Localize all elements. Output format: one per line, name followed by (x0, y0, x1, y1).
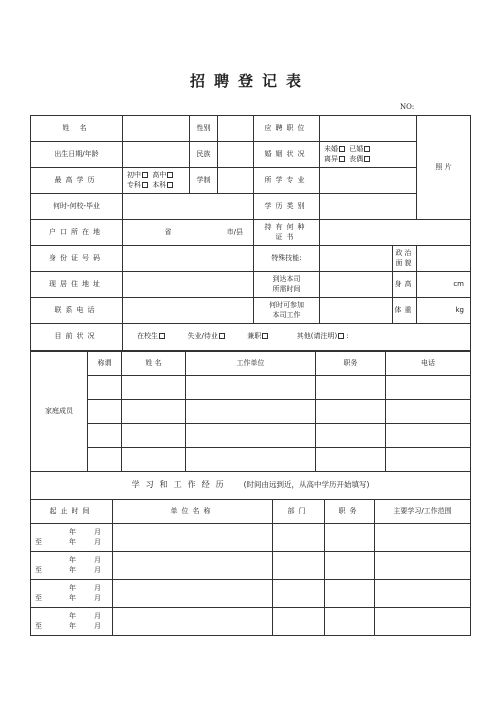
skills-field[interactable] (320, 246, 393, 272)
table-row (31, 400, 471, 424)
address-label: 现居住地址 (31, 272, 123, 298)
form-number-label: NO: (400, 103, 415, 111)
contact-field[interactable] (123, 298, 254, 324)
table-row (31, 448, 471, 472)
id-label: 身份证号码 (31, 246, 123, 272)
gender-label: 性别 (190, 116, 218, 142)
family-header-relation: 称谓 (88, 352, 122, 376)
schooling-field[interactable] (218, 168, 254, 194)
ethnicity-label: 民族 (190, 142, 218, 168)
edu-college-checkbox[interactable] (142, 182, 148, 188)
status-unemployed-label: 失业/待业 (187, 332, 218, 341)
table-row (31, 552, 471, 580)
weight-unit: kg (455, 305, 464, 314)
join-field[interactable] (320, 298, 393, 324)
school-time-field[interactable] (123, 194, 254, 220)
height-unit: cm (453, 279, 464, 288)
history-section-title: 学习和工作经历 (时间由远到近，从高中学历开始填写) (31, 472, 471, 500)
history-header-title: 职务 (325, 500, 375, 524)
family-table (30, 351, 471, 472)
education-label: 最高学历 (31, 168, 123, 194)
birth-field[interactable] (123, 142, 190, 168)
arrival-field[interactable] (320, 272, 393, 298)
status-parttime-label: 兼职 (247, 332, 262, 341)
marital-options (320, 142, 417, 168)
major-field[interactable] (320, 168, 417, 194)
history-header-employer: 单位名称 (113, 500, 273, 524)
table-row (31, 524, 471, 552)
edu-senior-label: 高中 (152, 171, 167, 180)
province-label: 省 (164, 227, 172, 236)
status-parttime-checkbox[interactable] (262, 333, 268, 339)
politics-label: 政治 面貌 (393, 246, 417, 272)
ethnicity-field[interactable] (218, 142, 254, 168)
period-cell[interactable]: 年 月 至 年 月 (31, 580, 113, 608)
photo-label: 照 片 (435, 162, 452, 171)
period-cell[interactable]: 年 月 至 年 月 (31, 552, 113, 580)
table-row (31, 608, 471, 636)
address-field[interactable] (123, 272, 254, 298)
major-label: 所学专业 (254, 168, 320, 194)
form-title: 招聘登记表 (189, 72, 310, 90)
gender-field[interactable] (218, 116, 254, 142)
photo-box[interactable] (417, 116, 471, 220)
status-school-checkbox[interactable] (159, 333, 165, 339)
table-row (31, 376, 471, 400)
family-header-employer: 工作单位 (186, 352, 316, 376)
weight-field[interactable] (417, 298, 471, 324)
marital-divorced-checkbox[interactable] (339, 156, 345, 162)
marital-label: 婚姻状况 (254, 142, 320, 168)
hukou-field[interactable] (123, 220, 254, 246)
contact-label: 联系电话 (31, 298, 123, 324)
politics-field[interactable] (417, 246, 471, 272)
history-table (30, 471, 471, 636)
height-field[interactable] (417, 272, 471, 298)
history-header-department: 部门 (273, 500, 325, 524)
hukou-label: 户口所在地 (31, 220, 123, 246)
marital-divorced-label: 离异 (324, 154, 338, 163)
status-other-label: 其他(请注明) (296, 332, 338, 341)
city-label: 市/县 (226, 227, 243, 236)
status-options: 在校生 失业/待业 兼职 其他(请注明) : (123, 324, 471, 351)
status-label: 目前状况 (31, 324, 123, 351)
period-cell[interactable]: 年 月 至 年 月 (31, 524, 113, 552)
marital-unmarried-checkbox[interactable] (339, 146, 345, 152)
school-time-label: 何时-何校-毕业 (31, 194, 123, 220)
history-header-period: 起止时间 (31, 500, 113, 524)
family-header-phone: 电话 (386, 352, 471, 376)
period-cell[interactable]: 年 月 至 年 月 (31, 608, 113, 636)
birth-label: 出生日期/年龄 (31, 142, 123, 168)
personal-info-table (30, 115, 471, 351)
table-row (31, 580, 471, 608)
id-field[interactable] (123, 246, 254, 272)
name-label: 姓 名 (31, 116, 123, 142)
marital-unmarried-label: 未婚 (324, 145, 338, 154)
marital-widowed-checkbox[interactable] (364, 156, 370, 162)
marital-married-checkbox[interactable] (364, 146, 370, 152)
name-field[interactable] (123, 116, 190, 142)
marital-married-label: 已婚 (349, 145, 364, 154)
status-unemployed-checkbox[interactable] (219, 333, 225, 339)
position-field[interactable] (320, 116, 417, 142)
status-school-label: 在校生 (137, 332, 158, 341)
history-header-scope: 主要学习/工作范围 (375, 500, 471, 524)
family-header-title: 职务 (316, 352, 386, 376)
edu-junior-label: 初中 (127, 171, 141, 180)
education-options (123, 168, 190, 194)
schooling-label: 学制 (190, 168, 218, 194)
edu-bachelor-label: 本科 (152, 180, 167, 189)
certificate-label: 持有何种 证书 (254, 220, 320, 246)
edu-college-label: 专科 (127, 180, 141, 189)
table-row (31, 424, 471, 448)
edu-senior-checkbox[interactable] (167, 172, 173, 178)
arrival-label: 到达本司 所需时间 (254, 272, 320, 298)
position-label: 应聘职位 (254, 116, 320, 142)
family-header-name: 姓 名 (122, 352, 186, 376)
marital-widowed-label: 丧偶 (349, 154, 364, 163)
edu-bachelor-checkbox[interactable] (167, 182, 173, 188)
height-label: 身高 (393, 272, 417, 298)
skills-label: 特殊技能: (254, 246, 320, 272)
edu-junior-checkbox[interactable] (142, 172, 148, 178)
join-label: 何时可参加 本司工作 (254, 298, 320, 324)
family-label: 家庭成员 (31, 352, 88, 472)
edu-type-field[interactable] (320, 194, 417, 220)
weight-label: 体重 (393, 298, 417, 324)
status-other-checkbox[interactable] (338, 333, 344, 339)
certificate-field[interactable] (320, 220, 471, 246)
edu-type-label: 学历类别 (254, 194, 320, 220)
history-note: (时间由远到近，从高中学历开始填写) (243, 480, 370, 490)
